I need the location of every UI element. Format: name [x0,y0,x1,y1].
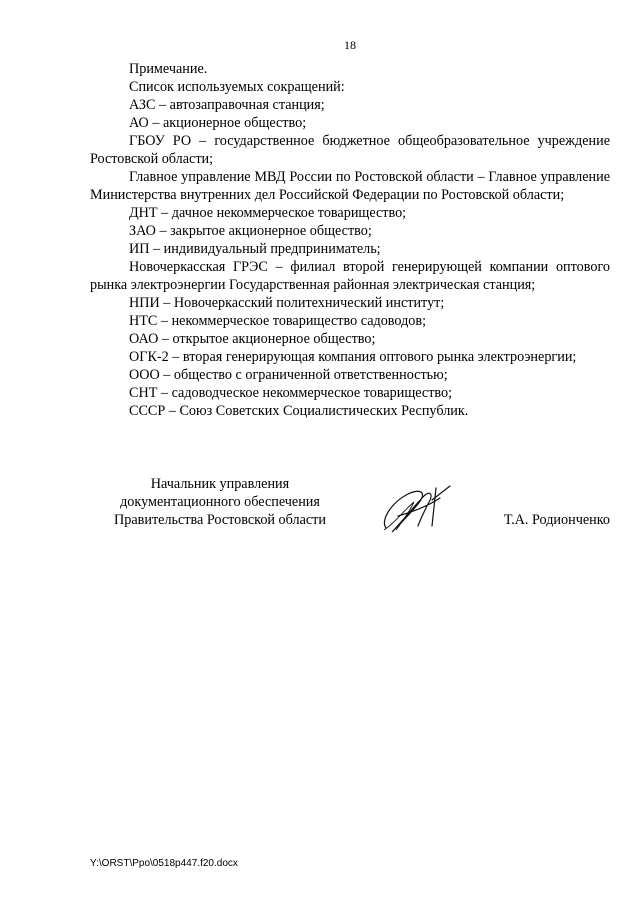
signatory-name: Т.А. Родионченко [503,512,610,528]
abbreviation-item: ООО – общество с ограниченной ответственностью; [129,367,448,383]
note-line: Список используемых сокращений: [129,79,345,95]
abbreviation-item: АО – акционерное общество; [129,115,307,131]
abbreviation-item: ИП – индивидуальный предприниматель; [129,241,381,257]
page-number: 18 [344,38,356,52]
handwritten-signature [378,480,458,540]
position-line: Правительства Ростовской области [114,512,326,528]
abbreviation-item: Главное управление МВД России по Ростовской области – Главное управление Министерства внутренних дел Российской Федерации по Ростовской области; [90,169,610,203]
abbreviation-item: ГБОУ РО – государственное бюджетное общеобразовательное учреждение Ростовской области; [90,133,610,167]
abbreviation-item: СНТ – садоводческое некоммерческое товарищество; [129,385,453,401]
abbreviation-item: АЗС – автозаправочная станция; [129,97,325,113]
abbreviation-item: НПИ – Новочеркасский политехнический институт; [129,295,445,311]
abbreviation-item: НТС – некоммерческое товарищество садоводов; [129,313,427,329]
notes-section [90,60,610,420]
abbreviation-item: ОГК-2 – вторая генерирующая компания оптового рынка электроэнергии; [129,349,577,365]
position-line: документационного обеспечения [120,494,320,510]
signatory-position [90,475,350,529]
signature-block [90,475,610,545]
abbreviation-item: ЗАО – закрытое акционерное общество; [129,223,372,239]
abbreviation-item: Новочеркасская ГРЭС – филиал второй генерирующей компании оптового рынка электроэнергии Государственная районная электрическая станция; [90,259,610,293]
file-path-footer: Y:\ORST\Ppo\0518p447.f20.docx [90,858,238,869]
abbreviation-item: ОАО – открытое акционерное общество; [129,331,376,347]
note-line: Примечание. [129,61,208,77]
position-line: Начальник управления [150,476,290,492]
abbreviation-item: ДНТ – дачное некоммерческое товарищество; [129,205,407,221]
abbreviation-item: СССР – Союз Советских Социалистических Республик. [129,403,469,419]
